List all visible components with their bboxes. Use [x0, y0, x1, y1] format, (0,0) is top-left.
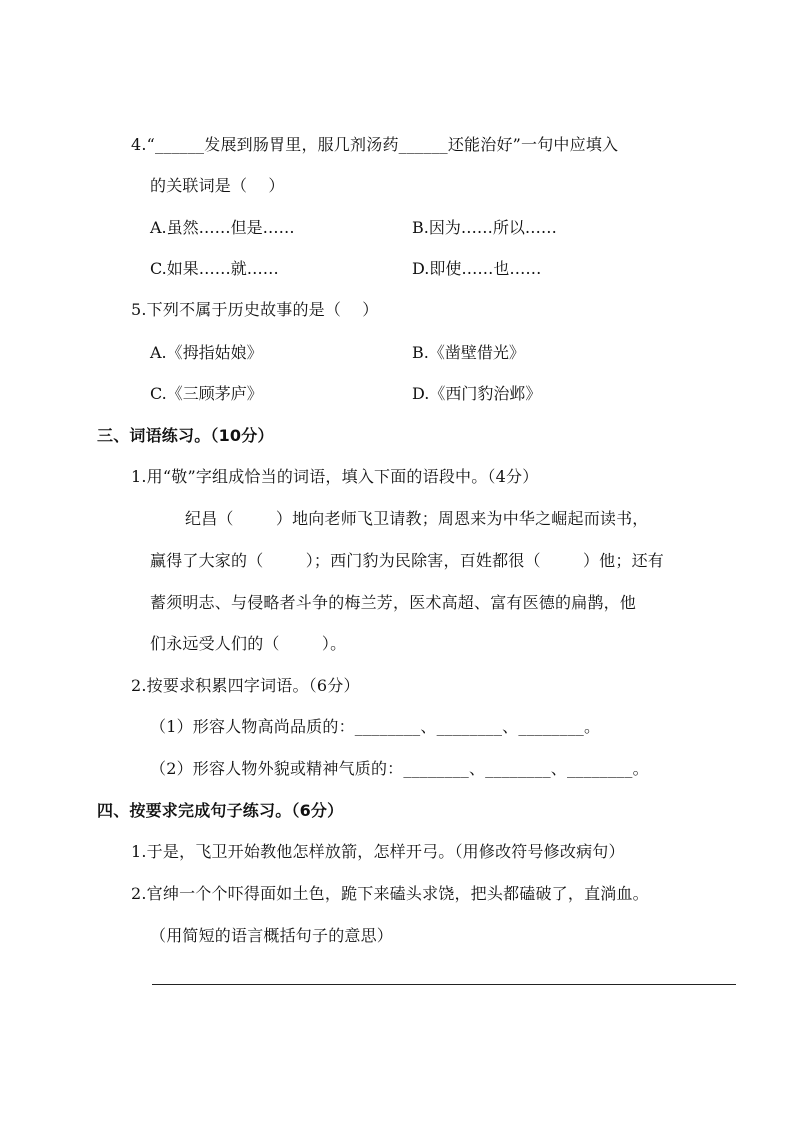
q4-option-c[interactable]: C.如果……就……: [150, 259, 279, 278]
s3-q2-stem: 2.按要求积累四字词语。（6分）: [131, 676, 360, 695]
q5-option-d[interactable]: D.《西门豹治邺》: [412, 384, 542, 403]
q4-option-d[interactable]: D.即使……也……: [412, 259, 542, 278]
q5-option-c[interactable]: C.《三顾茅庐》: [150, 384, 263, 403]
s3-q2-sub-1: （1）形容人物高尚品质的：________、________、________。: [150, 717, 601, 736]
s3-q1-stem: 1.用“敬”字组成恰当的词语，填入下面的语段中。（4分）: [131, 467, 539, 486]
s4-q2-line-2: （用简短的语言概括句子的意思）: [150, 926, 394, 945]
q4-option-b[interactable]: B.因为……所以……: [412, 218, 557, 237]
section-3-title: 三、词语练习。（10分）: [97, 426, 274, 445]
q4-stem-line-1: 4.“______发展到肠胃里，服几剂汤药______还能治好”一句中应填入: [131, 135, 619, 154]
s4-q1: 1.于是，飞卫开始教他怎样放箭，怎样开弓。（用修改符号修改病句）: [131, 842, 625, 861]
s3-q1-paragraph-line-3: 蓄须明志、与侵略者斗争的梅兰芳，医术高超、富有医德的扁鹊，他: [150, 593, 637, 612]
s3-q1-paragraph-line-1: 纪昌（ ）地向老师飞卫请教；周恩来为中华之崛起而读书，: [185, 509, 649, 528]
s3-q1-paragraph-line-4: 们永远受人们的（ ）。: [150, 634, 347, 653]
q5-option-a[interactable]: A.《拇指姑娘》: [150, 343, 263, 362]
q5-stem: 5.下列不属于历史故事的是（ ）: [131, 300, 379, 319]
answer-write-line[interactable]: [152, 984, 736, 985]
s3-q1-paragraph-line-2: 赢得了大家的（ ）；西门豹为民除害，百姓都很（ ）他；还有: [150, 551, 664, 570]
s4-q2-line-1: 2.官绅一个个吓得面如土色，跪下来磕头求饶，把头都磕破了，直淌血。: [131, 884, 649, 903]
q5-option-b[interactable]: B.《凿壁借光》: [412, 343, 525, 362]
s3-q2-sub-2: （2）形容人物外貌或精神气质的：________、________、________。: [150, 759, 649, 778]
section-4-title: 四、按要求完成句子练习。（6分）: [97, 801, 344, 820]
q4-stem-line-2: 的关联词是（ ）: [150, 176, 285, 195]
q4-option-a[interactable]: A.虽然……但是……: [150, 218, 295, 237]
